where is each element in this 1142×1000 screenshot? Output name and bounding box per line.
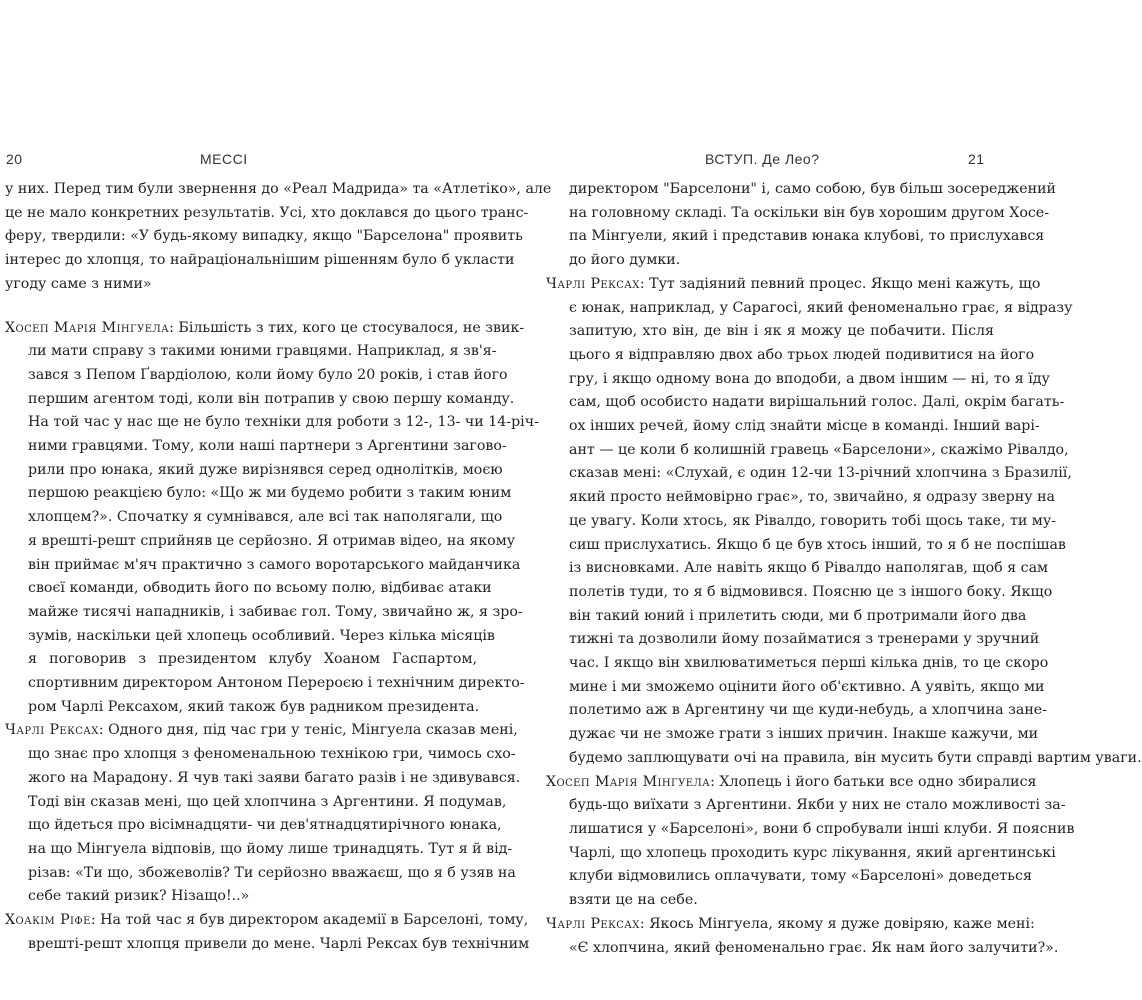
line-text: першою реакцією було: «Що ж ми будемо робити з таким юним: [28, 485, 512, 502]
line-text: ром Чарлі Рексахом, який також був радником президента.: [28, 698, 480, 715]
line-text: він такий юний і прилетить сюди, ми б протримали його два: [569, 607, 1027, 624]
text-line: [546, 344, 1035, 368]
text-line: [546, 557, 1049, 581]
text-line: [5, 767, 521, 791]
line-text: запитую, хто він, де він і як я можу це побачити. Після: [569, 323, 994, 340]
text-line: [5, 933, 530, 957]
right-page-body: [546, 178, 1142, 960]
line-text: із висновками. Але навіть якщо б Рівалдо наполягав, щоб я сам: [569, 560, 1049, 577]
text-line: [5, 249, 515, 273]
line-text: : На той час я був директором академії в Барселоні, тому,: [90, 912, 529, 929]
text-line: [5, 909, 529, 933]
text-line: [546, 202, 1049, 226]
line-text: різав: «Ти що, збожеволів? Ти серйозно вважаєш, що я б узяв на: [28, 864, 516, 881]
text-line: [546, 534, 1066, 558]
line-text: «Є хлопчина, який феноменально грає. Як нам його залучити?».: [569, 939, 1059, 956]
left-page: [0, 0, 552, 1000]
text-line: [546, 581, 1053, 605]
line-text: жого на Марадону. Я чув такі заяви багато разів і не здивувався.: [28, 769, 521, 786]
line-text: першим агентом тоді, коли він потрапив у свою першу команду.: [28, 390, 515, 407]
text-line: [546, 605, 1027, 629]
line-text: Тоді він сказав мені, що цей хлопчина з Аргентини. Я подумав,: [28, 793, 507, 810]
line-text: ант — це коли б колишній гравець «Барселони», скажімо Рівалдо,: [569, 441, 1069, 458]
line-text: полетимо аж в Аргентину чи ще куди-небудь, а хлопчина зане-: [569, 702, 1047, 719]
line-text: полетів туди, то я б відмовився. Поясню це з іншого боку. Якщо: [569, 583, 1053, 600]
text-line: [5, 317, 525, 341]
line-text: є юнак, наприклад, у Сарагосі, який феноменально грає, я відразу: [569, 299, 1073, 316]
line-text: Чарлі, що хлопець проходить курс лікування, який аргентинські: [569, 844, 1056, 861]
line-text: : Більшість з тих, кого це стосувалося, не звик-: [169, 319, 525, 336]
text-line: [5, 435, 507, 459]
line-text: час. І якщо він хвилюватиметься перші кілька днів, то це скоро: [569, 655, 1049, 672]
text-line: [546, 462, 1072, 486]
line-text: клуби відмовились оплачувати, тому «Барселоні» доведеться: [569, 868, 1032, 885]
text-line: [5, 862, 516, 886]
line-text: директором "Барселони" і, само собою, був більш зосереджений: [569, 181, 1056, 197]
line-text: : Тут задіяний певний процес. Якщо мені кажуть, що: [639, 275, 1041, 292]
speaker-name: Хосеп Марія Мінгуела: [546, 773, 711, 790]
line-text: майже тисячі нападників, і забиває гол. Тому, звичайно ж, я зро-: [28, 603, 523, 620]
line-text: цього я відправляю двох або трьох людей подивитися на його: [569, 346, 1035, 363]
text-line: [5, 885, 477, 909]
line-text: себе такий ризик? Нізащо!..»: [28, 888, 250, 905]
text-line: [5, 202, 529, 226]
line-text: що йдеться про вісімнадцяти- чи дев'ятнадцятирічного юнака,: [28, 817, 502, 834]
text-line: [5, 530, 516, 554]
line-text: сказав мені: «Слухай, є один 12-чи 13-річний хлопчина з Бразилії,: [569, 465, 1072, 482]
text-line: [546, 794, 1066, 818]
line-text: тижні та дозволили йому позайматися з тренерами у зручний: [569, 631, 1040, 648]
speaker-name: Чарлі Рексах: [5, 722, 99, 739]
text-line: [5, 791, 507, 815]
text-line: [5, 625, 495, 649]
speaker-name: Хоакім Ріфе: [5, 912, 91, 929]
line-text: сиш прислухатись. Якщо б це був хтось інший, то я б не поспішав: [569, 536, 1066, 553]
text-line: [5, 601, 523, 625]
text-line: [546, 699, 1047, 723]
text-line: [546, 676, 1045, 700]
text-line: [546, 249, 994, 273]
paragraph-gap: [5, 297, 477, 317]
line-text: своєї команди, обводить його по всьому полю, відбиває атаки: [28, 580, 492, 597]
line-text: я поговорив з президентом клубу Хоаном Гаспартом,: [28, 651, 477, 668]
line-text: : Одного дня, під час гри у теніс, Мінгуела сказав мені,: [98, 722, 518, 739]
text-line: [546, 368, 1050, 392]
page-number-right: 21: [968, 151, 985, 167]
line-text: зумів, наскільки цей хлопець особливий. Через кілька місяців: [28, 627, 495, 644]
text-line: [546, 415, 1040, 439]
line-text: : Хлопець і його батьки все одно збиралися: [710, 773, 1037, 790]
text-line: [5, 178, 552, 202]
line-text: угоду саме з ними»: [5, 275, 152, 292]
speaker-name: Чарлі Рексах: [546, 915, 640, 932]
line-text: зався з Пепом Ґвардіолою, коли йому було 20 років, і став його: [28, 366, 508, 383]
text-line: [546, 889, 994, 913]
line-text: рили про юнака, який дуже вирізнявся серед однолітків, моєю: [28, 461, 503, 478]
text-line: [546, 747, 1142, 771]
line-text: ох інших речей, йому слід знайти місце в команді. Інший варі-: [569, 418, 1040, 435]
text-line: [5, 225, 523, 249]
text-line: [546, 818, 1075, 842]
text-line: [5, 743, 516, 767]
line-text: гру, і якщо одному вона до вподоби, а двом іншим — ні, то я їду: [569, 370, 1050, 387]
line-text: до його думки.: [569, 252, 681, 269]
running-title-left: МЕССІ: [200, 151, 248, 167]
text-line: [5, 672, 525, 696]
line-text: ли мати справу з такими юними гравцями. Наприклад, я зв'я-: [28, 343, 497, 360]
text-line: [546, 225, 1045, 249]
line-text: дужає чи не зможе грати з інших причин. Інакше кажучи, ми: [569, 726, 1039, 743]
left-page-body: [5, 178, 552, 957]
line-text: інтерес до хлопця, то найраціональнішим рішенням було б укласти: [5, 252, 515, 269]
text-line: [5, 696, 480, 720]
text-line: [5, 411, 539, 435]
text-line: [546, 913, 1035, 937]
text-line: [5, 340, 497, 364]
speaker-name: Хосеп Марія Мінгуела: [5, 319, 170, 336]
page-number-left: 20: [6, 151, 23, 167]
line-text: : Якось Мінгуела, якому я дуже довіряю, каже мені:: [639, 915, 1035, 932]
text-line: [5, 838, 513, 862]
text-line: [5, 506, 503, 530]
right-page: [500, 0, 1142, 1000]
line-text: що знає про хлопця з феноменальною технікою гри, чимось схо-: [28, 746, 516, 763]
text-line: [546, 842, 1056, 866]
running-title-right: ВСТУП. Де Лео?: [705, 151, 820, 167]
text-line: [5, 364, 508, 388]
line-text: будемо заплющувати очі на правила, він мусить бути справді вартим уваги.: [569, 749, 1142, 766]
line-text: це не мало конкретних результатів. Усі, хто доклався до цього транс-: [5, 204, 529, 221]
line-text: На той час у нас ще не було техніки для роботи з 12-, 13- чи 14-річ-: [28, 414, 539, 431]
text-line: [546, 771, 1037, 795]
speaker-name: Чарлі Рексах: [546, 275, 640, 292]
text-line: [5, 814, 502, 838]
line-text: я врешті-решт сприйняв це серйозно. Я отримав відео, на якому: [28, 532, 516, 549]
line-text: па Мінгуели, який і представив юнака клубові, то прислухався: [569, 228, 1045, 245]
line-text: лишатися у «Барселоні», вони б спробували інші клуби. Я пояснив: [569, 820, 1075, 837]
text-line: [546, 628, 1040, 652]
line-text: хлопцем?». Спочатку я сумнівався, але всі так наполягали, що: [28, 509, 503, 526]
line-text: у них. Перед тим були звернення до «Реал Мадрида» та «Атлетіко», але: [5, 181, 552, 197]
text-line: [546, 297, 1073, 321]
line-text: сам, щоб особисто надати вирішальний голос. Далі, окрім багать-: [569, 394, 1065, 411]
line-text: спортивним директором Антоном Перероєю і технічним директо-: [28, 675, 525, 692]
line-text: це увагу. Коли хтось, як Рівалдо, говорить тобі щось таке, ти му-: [569, 512, 1056, 529]
line-text: врешті-решт хлопця привели до мене. Чарлі Рексах був технічним: [28, 935, 530, 952]
text-line: [546, 510, 1056, 534]
text-line: [5, 459, 503, 483]
line-text: який просто неймовірно грає», то, звичайно, я одразу зверну на: [569, 489, 1055, 506]
text-line: [546, 391, 1065, 415]
text-line: [546, 439, 1069, 463]
line-text: ними гравцями. Тому, коли наші партнери з Аргентини загово-: [28, 438, 507, 455]
text-line: [5, 388, 515, 412]
line-text: мине і ми зможемо оцінити його об'єктивно. А уявіть, якщо ми: [569, 678, 1045, 695]
text-line: [546, 486, 1055, 510]
text-line: [5, 482, 512, 506]
text-line: [546, 723, 1039, 747]
line-text: на що Мінгуела відповів, що йому лише тринадцять. Тут я й від-: [28, 840, 513, 857]
text-line: [5, 719, 518, 743]
text-line: [546, 937, 1059, 961]
line-text: будь-що виїхати з Аргентини. Якби у них не стало можливості за-: [569, 797, 1066, 814]
text-line: [5, 273, 477, 297]
text-line: [546, 320, 994, 344]
line-text: феру, твердили: «У будь-якому випадку, якщо "Барселона" проявить: [5, 228, 523, 245]
text-line: [546, 865, 1032, 889]
line-text: на головному складі. Та оскільки він був хорошим другом Хосе-: [569, 204, 1049, 221]
text-line: [5, 554, 521, 578]
text-line: [5, 648, 477, 672]
text-line: [546, 178, 1056, 202]
text-line: [5, 577, 492, 601]
text-line: [546, 652, 1049, 676]
line-text: він приймає м'яч практично з самого воротарського майданчика: [28, 556, 521, 573]
line-text: взяти це на себе.: [569, 892, 698, 909]
text-line: [546, 273, 1041, 297]
